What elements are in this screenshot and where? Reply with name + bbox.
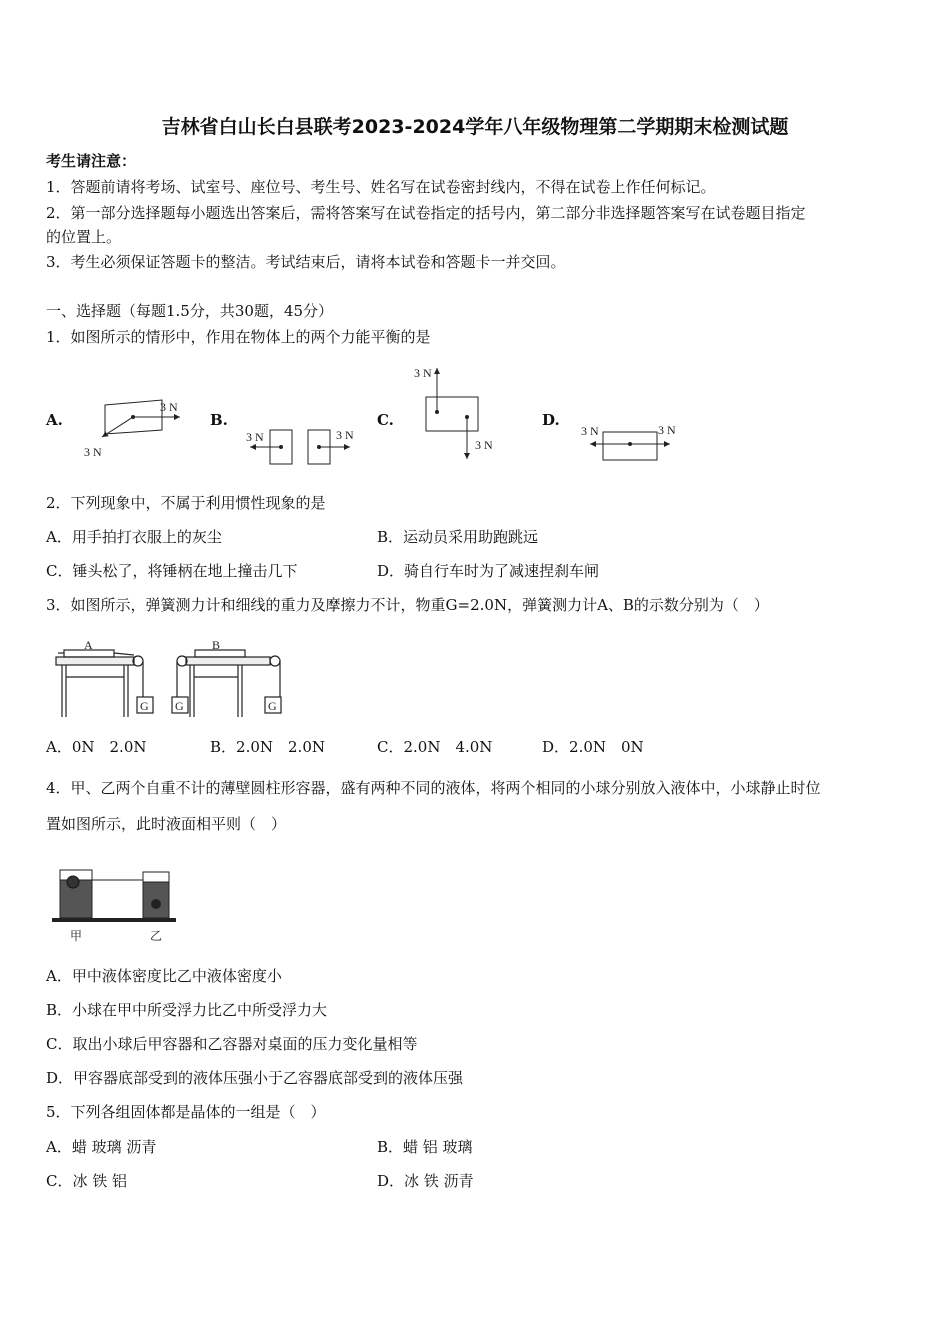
container-yi [143,872,169,918]
option-d: D．甲容器底部受到的液体压强小于乙容器底部受到的液体压强 [46,1069,464,1087]
option-c: C．锤头松了，将锤柄在地上撞击几下 [46,562,298,580]
figure-option-a [84,400,180,459]
force-label: 3 N [246,430,264,444]
option-a: A．甲中液体密度比乙中液体密度小 [46,967,282,985]
figure-option-b [246,428,354,464]
question-4-stem-cont: 置如图所示，此时液面相平则（ ） [46,815,287,833]
notice-item: 1．答题前请将考场、试室号、座位号、考生号、姓名写在试卷密封线内，不得在试卷上作任何标记。 [46,178,716,196]
notice-item: 2．第一部分选择题每小题选出答案后，需将答案写在试卷指定的括号内，第二部分非选择题答案写在试卷题目指定 [46,204,806,222]
fig-label: 乙 [150,929,163,943]
question-3-stem: 3．如图所示，弹簧测力计和细线的重力及摩擦力不计，物重G=2.0N，弹簧测力计A、B的示数分别为（ ） [46,596,769,614]
fig-label: A [84,638,93,652]
option-c: C．冰 铁 铝 [46,1172,128,1190]
force-label: 3 N [658,423,676,437]
question-5-stem: 5．下列各组固体都是晶体的一组是（ ） [46,1103,326,1121]
option-label-c: C. [377,411,394,429]
notice-item: 3．考生必须保证答题卡的整洁。考试结束后，请将本试卷和答题卡一并交回。 [46,253,566,271]
fig-label: G [268,699,277,713]
notice-item: 的位置上。 [46,228,122,246]
option-b: B．蜡 铝 玻璃 [377,1138,473,1156]
figure-q3 [0,635,950,725]
figure-setup-b [172,650,281,717]
option-c: C．2.0N 4.0N [377,738,493,756]
option-d: D．冰 铁 沥青 [377,1172,474,1190]
option-a: A．用手拍打衣服上的灰尘 [46,528,222,546]
fig-label: G [175,699,184,713]
notice-heading: 考生请注意： [46,152,137,170]
figure-option-d [581,423,676,460]
question-4-stem: 4．甲、乙两个自重不计的薄壁圆柱形容器，盛有两种不同的液体，将两个相同的小球分别放入液体中，小球静止时位 [46,779,821,797]
option-label-d: D. [542,411,560,429]
figure-q4 [0,860,950,950]
option-b: B．小球在甲中所受浮力比乙中所受浮力大 [46,1001,328,1019]
figure-q1 [0,360,950,470]
fig-label: B [212,638,221,652]
figure-option-c [414,366,493,459]
force-label: 3 N [475,438,493,452]
force-label: 3 N [84,445,102,459]
question-1-stem: 1．如图所示的情形中，作用在物体上的两个力能平衡的是 [46,328,431,346]
force-label: 3 N [160,400,178,414]
option-c: C．取出小球后甲容器和乙容器对桌面的压力变化量相等 [46,1035,418,1053]
fig-label: G [140,699,149,713]
option-a: A．蜡 玻璃 沥青 [46,1138,157,1156]
option-d: D．2.0N 0N [542,738,644,756]
figure-setup-a [56,650,153,717]
option-b: B．运动员采用助跑跳远 [377,528,539,546]
section-heading: 一、选择题（每题1.5分，共30题，45分） [46,302,334,320]
option-label-b: B. [210,411,228,429]
option-d: D．骑自行车时为了减速捏刹车闸 [377,562,600,580]
force-label: 3 N [581,424,599,438]
force-label: 3 N [336,428,354,442]
force-label: 3 N [414,366,432,380]
option-a: A．0N 2.0N [46,738,147,756]
question-2-stem: 2．下列现象中，不属于利用惯性现象的是 [46,494,326,512]
container-jia [60,870,92,918]
fig-label: 甲 [70,929,83,943]
option-b: B．2.0N 2.0N [210,738,325,756]
option-label-a: A. [46,411,63,429]
page-title: 吉林省白山长白县联考2023-2024学年八年级物理第二学期期末检测试题 [161,116,789,138]
